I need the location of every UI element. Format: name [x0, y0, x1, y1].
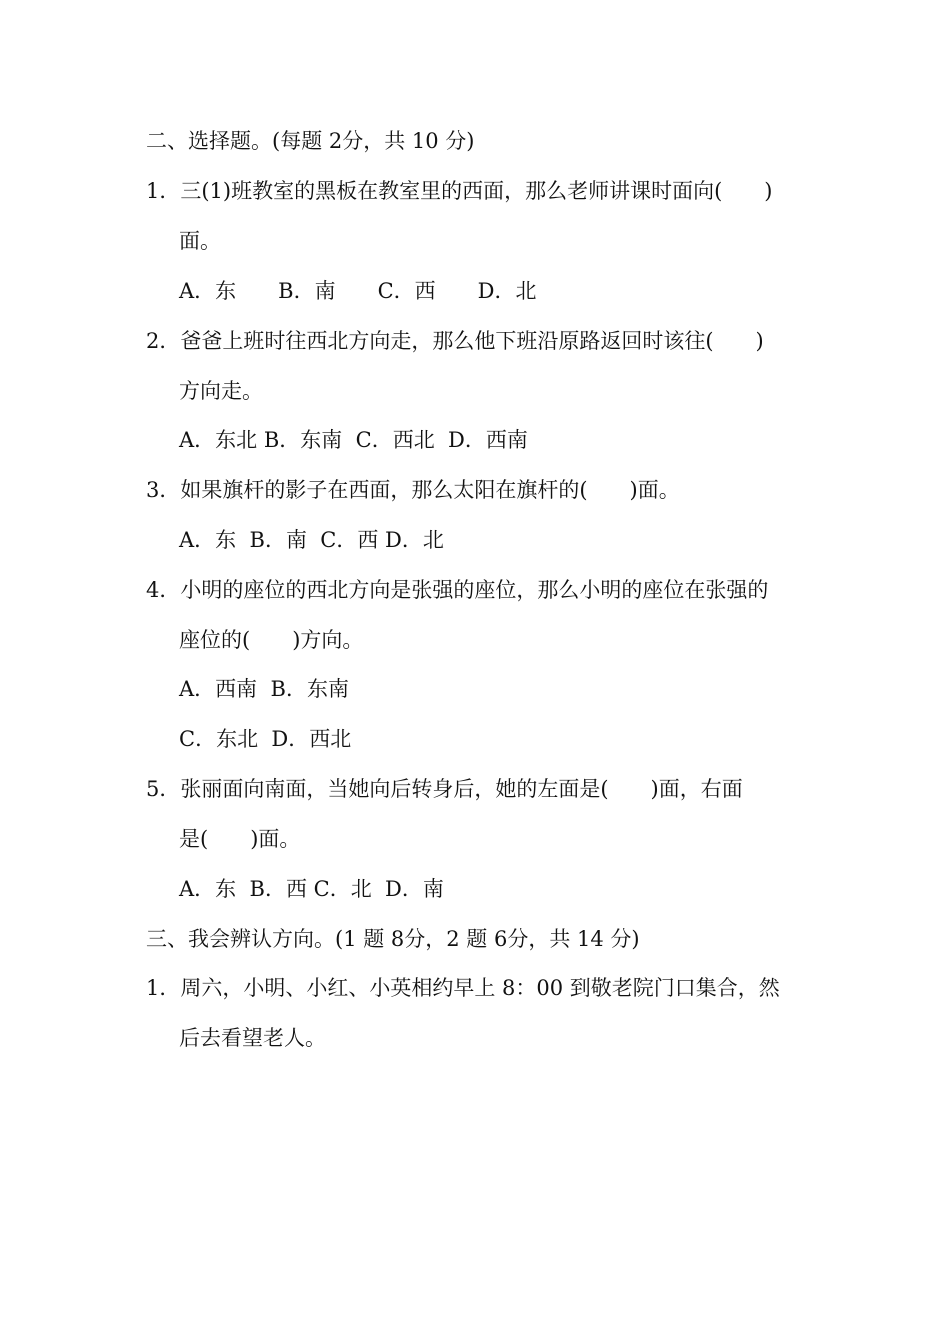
section-heading-choice: 二、选择题。(每题 2分，共 10 分): [146, 129, 475, 153]
question-5-line-2: 是( )面。: [179, 827, 301, 851]
question-2-line-1: 2．爸爸上班时往西北方向走，那么他下班沿原路返回时该往( ): [146, 329, 764, 353]
question-4-options-row-1: A．西南 B．东南: [179, 677, 349, 701]
question-5-line-1: 5．张丽面向南面，当她向后转身后，她的左面是( )面，右面: [146, 777, 743, 801]
question-4-line-1: 4．小明的座位的西北方向是张强的座位，那么小明的座位在张强的: [146, 578, 769, 602]
question-4-line-2: 座位的( )方向。: [179, 628, 364, 652]
question-1-line-1: 1．三(1)班教室的黑板在教室里的西面，那么老师讲课时面向( ): [146, 179, 773, 203]
section-heading-direction: 三、我会辨认方向。(1 题 8分，2 题 6分，共 14 分): [146, 927, 640, 951]
question-3-options: A．东 B．南 C．西 D．北: [179, 528, 444, 552]
question-1-line-2: 面。: [179, 229, 221, 253]
question-3-line-1: 3．如果旗杆的影子在西面，那么太阳在旗杆的( )面。: [146, 478, 680, 502]
question-4-options-row-2: C．东北 D．西北: [179, 727, 352, 751]
question-5-options: A．东 B．西 C．北 D．南: [179, 877, 444, 901]
question-2-options: A．东北 B．东南 C．西北 D．西南: [179, 428, 528, 452]
question-1-options: A．东 B．南 C．西 D．北: [179, 279, 537, 303]
question-2-line-2: 方向走。: [179, 379, 263, 403]
section3-question-1-line-2: 后去看望老人。: [179, 1026, 326, 1050]
section3-question-1-line-1: 1．周六，小明、小红、小英相约早上 8：00 到敬老院门口集合，然: [146, 976, 780, 1000]
